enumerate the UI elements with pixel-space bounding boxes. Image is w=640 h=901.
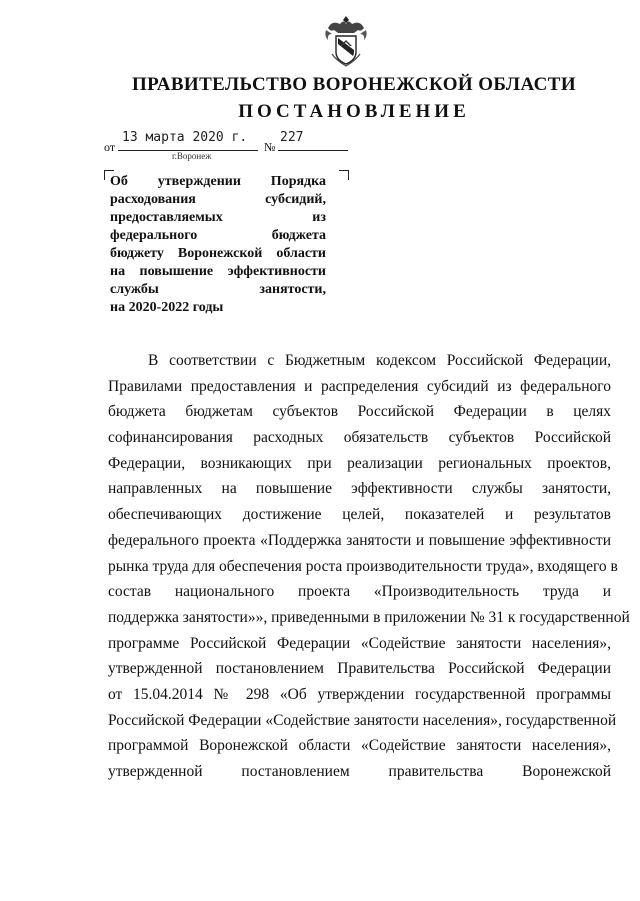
number-underline <box>278 150 348 151</box>
number-label: № <box>264 140 276 154</box>
body-line: бюджета бюджетам субъектов Российской Федерации в целях <box>108 403 611 421</box>
body-line: утвержденной постановлением правительства Воронежской <box>108 763 611 780</box>
body-line: программой Воронежской области «Содействие занятости населения», <box>108 737 611 755</box>
decree-title <box>110 173 326 317</box>
body-line: состав национального проекта «Производительность труда и <box>108 583 611 601</box>
body-line: поддержка занятости»», приведенными в приложении № 31 к государственной <box>108 608 630 626</box>
body-line: софинансирования расходных обязательств субъектов Российской <box>108 429 611 447</box>
title-line: службы занятости, <box>110 282 326 297</box>
title-line: бюджету Воронежской области <box>110 246 326 261</box>
body-line: рынка труда для обеспечения роста производительности труда», входящего в <box>108 557 618 575</box>
body-line: утвержденной постановлением Правительства Российской Федерации <box>108 660 611 678</box>
title-line: предоставляемых из <box>110 210 326 225</box>
title-line: Об утверждении Порядка <box>110 174 326 189</box>
organization-name: ПРАВИТЕЛЬСТВО ВОРОНЕЖСКОЙ ОБЛАСТИ <box>131 74 577 95</box>
body-line: Российской Федерации «Содействие занятости населения», государственной <box>108 711 617 729</box>
body-line: В соответствии с Бюджетным кодексом Российской Федерации, <box>148 352 611 369</box>
decree-body <box>108 348 630 785</box>
body-line: Федерации, возникающих при реализации региональных проектов, <box>108 454 611 472</box>
date-value: 13 марта 2020 г. <box>122 130 248 145</box>
body-line: направленных на повышение эффективности службы занятости, <box>108 480 611 498</box>
coat-of-arms-icon <box>322 14 370 68</box>
body-line: обеспечивающих достижение целей, показателей и результатов <box>108 506 611 524</box>
number-value: 227 <box>280 130 304 145</box>
date-label: от <box>104 140 116 154</box>
right-corner-mark <box>339 170 349 180</box>
title-line: на повышение эффективности <box>110 264 326 279</box>
body-line: федерального проекта «Поддержка занятости и повышение эффективности <box>108 531 611 549</box>
title-line: на 2020-2022 годы <box>110 300 224 315</box>
document-type: ПОСТАНОВЛЕНИЕ <box>238 101 470 122</box>
title-line: федерального бюджета <box>110 228 326 243</box>
title-line: расходования субсидий, <box>110 192 326 207</box>
body-line: Правилами предоставления и распределения субсидий из федерального <box>108 377 611 395</box>
city-label: г.Воронеж <box>172 151 212 161</box>
body-line: от 15.04.2014 № 298 «Об утверждении государственной программы <box>108 685 611 703</box>
body-line: программе Российской Федерации «Содействие занятости населения», <box>108 634 611 652</box>
